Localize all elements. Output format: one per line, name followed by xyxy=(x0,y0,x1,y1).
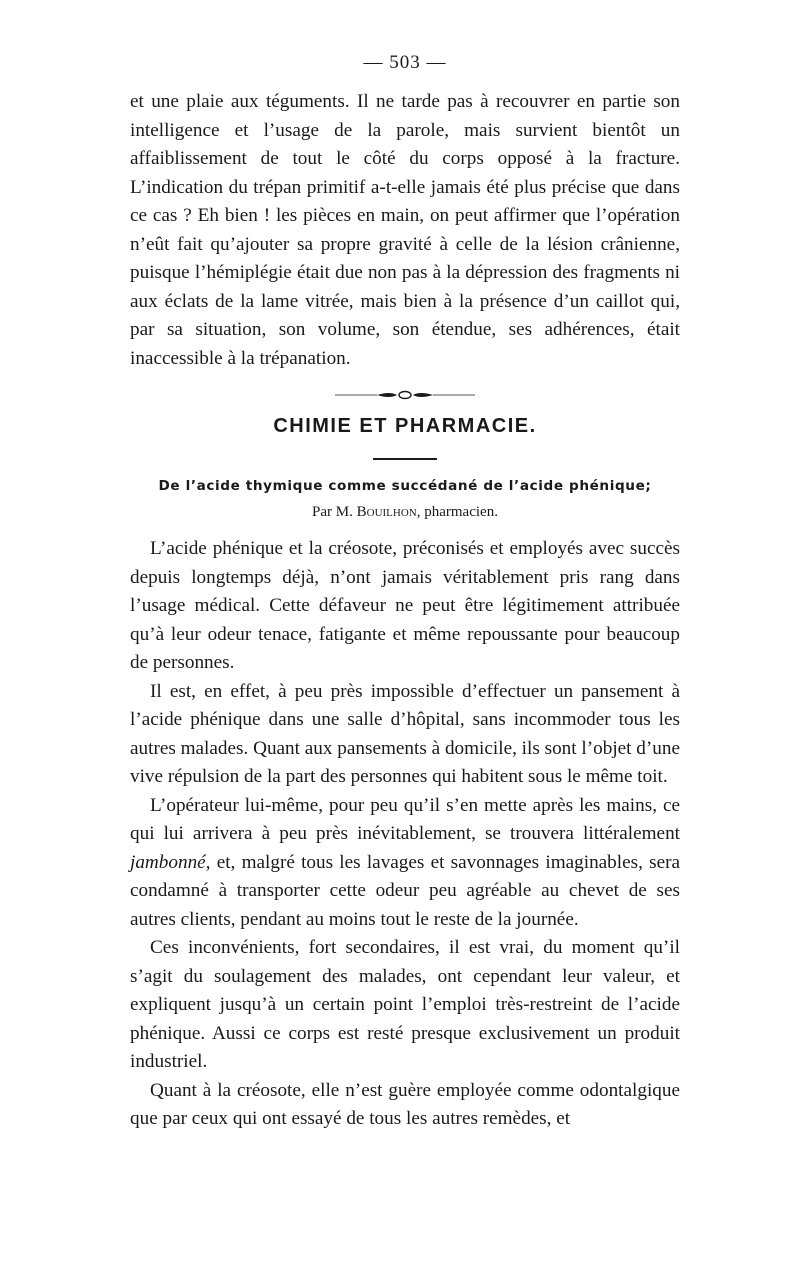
paragraph-5: Quant à la créosote, elle n’est guère employée comme odontalgique que par ceux qui ont essayé de tous les autres remèdes, et xyxy=(130,1079,680,1129)
book-page xyxy=(130,52,680,1252)
paragraph-2: Il est, en effet, à peu près impossible d’effectuer un pansement à l’acide phénique dans une salle d’hôpital, sans incommoder tous les autres malades. Quant aux pansements à domicile, ils sont l’objet d’une vive répulsion de la part des personnes qui habitent sous le même toit. xyxy=(130,680,680,787)
title-rule xyxy=(373,458,437,460)
paragraph-4: Ces inconvénients, fort secondaires, il est vrai, du moment qu’il s’agit du soulagement des malades, ont cependant leur valeur, et expliquent jusqu’à un certain point l’emploi très-restreint de l’acide phénique. Aussi ce corps est resté presque exclusivement un produit industriel. xyxy=(130,937,680,1072)
section-title: CHIMIE ET PHARMACIE. xyxy=(273,415,537,437)
byline-prefix: Par M. xyxy=(312,504,353,520)
paragraph-3-italic: jambonné, xyxy=(130,851,211,873)
ornament-divider xyxy=(335,389,475,401)
article-title: De l’acide thymique comme succédané de l’acide phénique; xyxy=(158,478,652,494)
author-name: Bouilhon xyxy=(356,504,417,520)
paragraph-3 xyxy=(130,792,680,935)
intro-paragraph: et une plaie aux téguments. Il ne tarde pas à recouvrer en partie son intelligence et l’usage de la parole, mais survient bientôt un affaiblissement de tout le côté du corps opposé à la fracture. L’indication du trépan primitif a-t-elle jamais été plus précise que dans ce cas ? Eh bien ! les pièces en main, on peut affirmer que l’opération n’eût fait qu’ajouter sa propre gravité à celle de la lésion crânienne, puisque l’hémiplégie était due non pas à la dépression des fragments ni aux éclats de la lame vitrée, mais bien à la présence d’un caillot qui, par sa situation, son volume, son étendue, ses adhérences, était inaccessible à la trépanation. xyxy=(130,91,680,369)
page-number: — 503 — xyxy=(363,52,447,73)
byline-suffix: , pharmacien. xyxy=(416,504,498,520)
paragraph-3-part-b: et, malgré tous les lavages et savonnages imaginables, sera condamné à transporter cette odeur peu agréable au chevet de ses autres clients, pendant au moins tout le reste de la journée. xyxy=(130,851,680,930)
article-byline xyxy=(130,504,680,521)
paragraph-1: L’acide phénique et la créosote, préconisés et employés avec succès depuis longtemps déjà, n’ont jamais véritablement pris rang dans l’usage médical. Cette défaveur ne peut être légitimement attribuée qu’à leur odeur tenace, fatigante et même repoussante pour beaucoup de personnes. xyxy=(130,538,680,673)
paragraph-3-part-a: L’opérateur lui-même, pour peu qu’il s’en mette après les mains, ce qui lui arrivera à peu près inévitablement, se trouvera littéralement xyxy=(130,794,680,844)
